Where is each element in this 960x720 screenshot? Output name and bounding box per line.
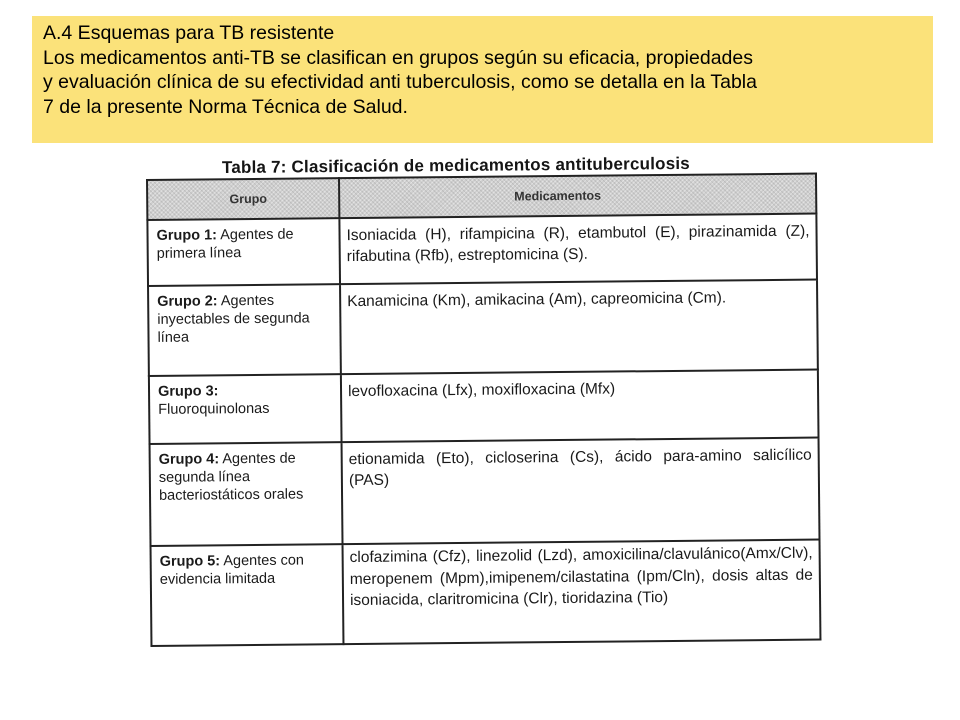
note-line: y evaluación clínica de su efectividad anti tuberculosis, como se detalla en la Tabla <box>43 71 757 93</box>
table-row <box>148 280 818 376</box>
group-label: Grupo 3: <box>157 383 219 400</box>
table-row <box>149 370 819 444</box>
medications-cell: levofloxacina (Lfx), moxifloxacina (Mfx) <box>341 370 819 443</box>
medications-cell: etionamida (Eto), cicloserina (Cs), ácido para-amino salicílico (PAS) <box>342 438 820 545</box>
group-description: Agentes inyectables de segunda línea <box>157 292 310 346</box>
note-heading: A.4 Esquemas para TB resistente <box>43 22 335 44</box>
group-description: Agentes con evidencia limitada <box>159 552 305 588</box>
note-line: Los medicamentos anti-TB se clasifican en grupos según su eficacia, propiedades <box>43 46 753 69</box>
table-header-row <box>147 174 816 220</box>
group-cell <box>147 218 340 286</box>
group-label: Grupo 1: <box>156 227 218 244</box>
group-label: Grupo 5: <box>159 553 221 570</box>
group-description: Fluoroquinolonas <box>158 400 270 418</box>
table-row <box>151 540 821 646</box>
header-medicamentos: Medicamentos <box>339 174 816 219</box>
medications-cell: Kanamicina (Km), amikacina (Am), capreomicina (Cm). <box>340 280 818 375</box>
group-description: Agentes de primera línea <box>156 226 294 262</box>
group-description: Agentes de segunda línea bacteriostáticos orales <box>158 450 304 504</box>
table-title: Tabla 7: Clasificación de medicamentos antituberculosis <box>221 153 690 177</box>
medications-cell: clofazimina (Cfz), linezolid (Lzd), amoxicilina/clavulánico(Amx/Clv), meropenem (Mpm),imipenem/cilastatina (Ipm/Cln), dosis altas de isoniacida, claritromicina (Clr), tioridazina (Tio) <box>343 540 821 645</box>
group-cell <box>151 544 344 646</box>
group-cell <box>150 442 343 546</box>
medications-cell: Isoniacida (H), rifampicina (R), etambutol (E), pirazinamida (Z), rifabutina (Rfb), estreptomicina (S). <box>339 214 817 285</box>
group-label: Grupo 4: <box>158 451 220 468</box>
note-line: 7 de la presente Norma Técnica de Salud. <box>43 95 408 118</box>
group-cell <box>149 374 342 444</box>
group-cell <box>148 284 341 376</box>
table-row <box>150 438 820 546</box>
table-row <box>147 214 817 286</box>
header-grupo: Grupo <box>147 178 339 220</box>
classification-table <box>146 173 819 647</box>
note-box <box>32 16 933 143</box>
group-label: Grupo 2: <box>157 293 218 310</box>
